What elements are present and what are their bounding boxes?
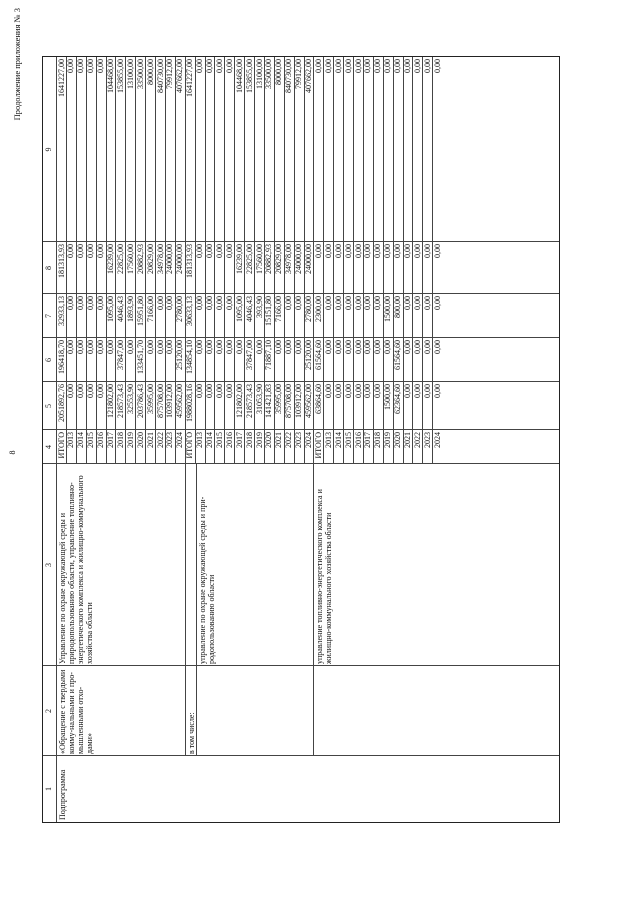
amount-cell: 37847,00 (115, 340, 125, 370)
amount-cell: 0,00 (353, 384, 363, 398)
year-cell: 2021 (145, 432, 155, 448)
amount-cell: 1095,00 (106, 296, 115, 322)
amount-cell: 0,00 (195, 59, 205, 73)
amount-cell: 2051892,76 (56, 384, 66, 422)
amount-cell: 0,00 (76, 59, 86, 73)
amount-cell: 0,00 (343, 244, 353, 258)
amount-cell: 0,00 (76, 384, 86, 398)
amount-cell: 0,00 (96, 296, 106, 310)
amount-cell: 104468,00 (234, 59, 244, 93)
amount-cell: 0,00 (205, 384, 214, 398)
year-cell: ИТОГО (56, 432, 66, 459)
amount-cell: 0,00 (422, 384, 432, 398)
year-cell: 2014 (333, 432, 343, 448)
year-cell: 2018 (373, 432, 383, 448)
amount-cell: 0,00 (422, 296, 432, 310)
amount-cell: 0,00 (323, 59, 333, 73)
amount-cell: 1988028,16 (185, 384, 195, 422)
amount-cell: 875708,00 (284, 384, 294, 418)
column-header-cell: 5 (44, 404, 53, 408)
amount-cell: 0,00 (66, 384, 76, 398)
amount-cell: 0,00 (195, 244, 205, 258)
amount-cell: 800,00 (393, 296, 403, 318)
amount-cell: 133451,70 (135, 340, 145, 374)
amount-cell: 0,00 (403, 244, 412, 258)
amount-cell: 181313,93 (185, 244, 195, 278)
amount-cell: 181313,93 (56, 244, 66, 278)
amount-cell: 0,00 (155, 340, 165, 354)
amount-cell: 0,00 (205, 296, 214, 310)
amount-cell: 0,00 (363, 244, 373, 258)
amount-cell: 13100,00 (125, 59, 135, 89)
year-cell: 2020 (135, 432, 145, 448)
amount-cell: 15951,80 (135, 296, 145, 326)
year-cell: 2022 (155, 432, 165, 448)
amount-cell: 61564,60 (313, 340, 323, 370)
amount-cell: 875708,00 (155, 384, 165, 418)
amount-cell: 0,00 (432, 384, 442, 398)
amount-cell: 0,00 (412, 59, 422, 73)
amount-cell: 0,00 (96, 384, 106, 398)
amount-cell: 0,00 (353, 296, 363, 310)
amount-cell: 121802,00 (234, 384, 244, 418)
amount-cell: 0,00 (383, 244, 393, 258)
amount-cell: 203786,43 (135, 384, 145, 418)
amount-cell: 0,00 (373, 244, 383, 258)
amount-cell: 0,00 (76, 296, 86, 310)
amount-cell: 35995,00 (274, 384, 284, 414)
in-that-number-label: в том числе: (186, 712, 196, 754)
amount-cell: 0,00 (205, 59, 214, 73)
amount-cell: 0,00 (66, 59, 76, 73)
year-cell: 2015 (343, 432, 353, 448)
amount-cell: 0,00 (96, 340, 106, 354)
amount-cell: 63864,60 (313, 384, 323, 414)
amount-cell: 0,00 (313, 59, 323, 73)
amount-cell: 0,00 (125, 340, 135, 354)
amount-cell: 0,00 (214, 384, 224, 398)
amount-cell: 0,00 (224, 59, 234, 73)
amount-cell: 134854,10 (185, 340, 195, 374)
amount-cell: 459562,00 (304, 384, 313, 418)
amount-cell: 0,00 (254, 340, 264, 354)
amount-cell: 7166,00 (274, 296, 284, 322)
amount-cell: 0,00 (363, 340, 373, 354)
amount-cell: 459562,00 (175, 384, 185, 418)
year-cell: 2021 (274, 432, 284, 448)
year-cell: 2016 (96, 432, 106, 448)
year-cell: 2019 (125, 432, 135, 448)
amount-cell: 0,00 (224, 244, 234, 258)
amount-cell: 1893,90 (125, 296, 135, 322)
year-cell: ИТОГО (185, 432, 195, 459)
program-name-cell: «Обращение с твердыми комму-нальными и про-мышленными отхо-дами» (58, 669, 94, 754)
amount-cell: 0,00 (422, 244, 432, 258)
continuation-note: Продолжение приложения № 3 (12, 8, 22, 121)
amount-cell: 0,00 (363, 59, 373, 73)
amount-cell: 16239,00 (106, 244, 115, 274)
amount-cell: 20829,00 (145, 244, 155, 274)
amount-cell: 218573,43 (244, 384, 254, 418)
amount-cell: 0,00 (86, 384, 96, 398)
amount-cell: 4046,43 (244, 296, 254, 322)
amount-cell: 13100,00 (254, 59, 264, 89)
amount-cell: 0,00 (234, 340, 244, 354)
amount-cell: 0,00 (323, 384, 333, 398)
amount-cell: 32933,13 (56, 296, 66, 326)
amount-cell: 17560,00 (125, 244, 135, 274)
amount-cell: 33500,00 (264, 59, 274, 89)
year-cell: 2016 (224, 432, 234, 448)
year-cell: 2013 (323, 432, 333, 448)
amount-cell: 840730,00 (284, 59, 294, 93)
year-cell: 2013 (66, 432, 76, 448)
amount-cell: 141421,83 (264, 384, 274, 418)
year-cell: 2014 (205, 432, 214, 448)
amount-cell: 0,00 (373, 59, 383, 73)
column-header-cell: 3 (44, 563, 53, 567)
column-header-cell: 8 (44, 266, 53, 270)
year-cell: 2024 (304, 432, 313, 448)
amount-cell: 0,00 (274, 340, 284, 354)
amount-cell: 0,00 (195, 296, 205, 310)
amount-cell: 0,00 (76, 340, 86, 354)
amount-cell: 24000,00 (175, 244, 185, 274)
amount-cell: 0,00 (313, 244, 323, 258)
amount-cell: 0,00 (393, 244, 403, 258)
amount-cell: 0,00 (86, 59, 96, 73)
column-header-cell: 9 (44, 147, 53, 152)
amount-cell: 0,00 (333, 59, 343, 73)
amount-cell: 8000,00 (274, 59, 284, 85)
amount-cell: 0,00 (432, 59, 442, 73)
amount-cell: 153855,00 (244, 59, 254, 93)
amount-cell: 25120,00 (304, 340, 313, 370)
amount-cell: 0,00 (422, 340, 432, 354)
amount-cell: 0,00 (224, 296, 234, 310)
amount-cell: 153855,00 (115, 59, 125, 93)
amount-cell: 0,00 (343, 340, 353, 354)
amount-cell: 1500,00 (383, 296, 393, 322)
amount-cell: 0,00 (66, 296, 76, 310)
amount-cell: 0,00 (86, 244, 96, 258)
amount-cell: 0,00 (412, 384, 422, 398)
amount-cell: 196418,70 (56, 340, 66, 374)
amount-cell: 79912,00 (294, 59, 304, 89)
amount-cell: 0,00 (353, 59, 363, 73)
amount-cell: 0,00 (96, 59, 106, 73)
amount-cell: 0,00 (333, 384, 343, 398)
amount-cell: 0,00 (214, 244, 224, 258)
amount-cell: 104468,00 (106, 59, 115, 93)
year-cell: 2020 (264, 432, 274, 448)
amount-cell: 393,90 (254, 296, 264, 318)
amount-cell: 30633,13 (185, 296, 195, 326)
amount-cell: 1095,00 (234, 296, 244, 322)
amount-cell: 0,00 (195, 340, 205, 354)
year-cell: 2023 (165, 432, 175, 448)
year-cell: 2020 (393, 432, 403, 448)
amount-cell: 62364,60 (393, 384, 403, 414)
amount-cell: 0,00 (323, 244, 333, 258)
amount-cell: 1641227,00 (56, 59, 66, 97)
amount-cell: 0,00 (353, 340, 363, 354)
amount-cell: 31053,90 (254, 384, 264, 414)
year-cell: 2017 (363, 432, 373, 448)
amount-cell: 22825,00 (115, 244, 125, 274)
column-header-cell: 4 (44, 445, 53, 449)
year-cell: 2015 (86, 432, 96, 448)
amount-cell: 71887,10 (264, 340, 274, 370)
year-cell: 2024 (432, 432, 442, 448)
column-divider (43, 665, 559, 666)
year-cell: 2019 (383, 432, 393, 448)
amount-cell: 35995,00 (145, 384, 155, 414)
amount-cell: 20882,93 (135, 244, 145, 274)
executor-cell: управление по охране окружающей среды и при-родопользованию области (197, 496, 216, 664)
amount-cell: 2300,00 (313, 296, 323, 322)
amount-cell: 79912,00 (165, 59, 175, 89)
amount-cell: 0,00 (165, 296, 175, 310)
amount-cell: 0,00 (86, 296, 96, 310)
amount-cell: 0,00 (145, 340, 155, 354)
amount-cell: 0,00 (195, 384, 205, 398)
amount-cell: 34978,00 (284, 244, 294, 274)
amount-cell: 2780,00 (304, 296, 313, 322)
amount-cell: 0,00 (66, 244, 76, 258)
year-cell: ИТОГО (313, 432, 323, 459)
amount-cell: 1641227,00 (185, 59, 195, 97)
amount-cell: 20882,93 (264, 244, 274, 274)
amount-cell: 0,00 (205, 340, 214, 354)
amount-cell: 24000,00 (165, 244, 175, 274)
amount-cell: 24000,00 (294, 244, 304, 274)
column-header-cell: 7 (44, 314, 53, 318)
year-cell: 2019 (254, 432, 264, 448)
year-cell: 2021 (403, 432, 412, 448)
amount-cell: 0,00 (412, 340, 422, 354)
amount-cell: 218573,43 (115, 384, 125, 418)
amount-cell: 0,00 (373, 296, 383, 310)
amount-cell: 0,00 (383, 340, 393, 354)
amount-cell: 121802,00 (106, 384, 115, 418)
year-cell: 2022 (412, 432, 422, 448)
amount-cell: 0,00 (343, 296, 353, 310)
amount-cell: 0,00 (343, 59, 353, 73)
amount-cell: 7166,00 (145, 296, 155, 322)
amount-cell: 0,00 (373, 384, 383, 398)
amount-cell: 37847,00 (244, 340, 254, 370)
amount-cell: 0,00 (363, 296, 373, 310)
amount-cell: 22825,00 (244, 244, 254, 274)
amount-cell: 0,00 (333, 340, 343, 354)
column-divider (43, 755, 559, 756)
executor-cell: Управление по охране окружающей среды и природопользованию области, управление топливно-энергетического комплекса и жилищно-коммунального хозяйства области (58, 475, 94, 664)
year-cell: 2014 (76, 432, 86, 448)
amount-cell: 0,00 (323, 340, 333, 354)
amount-cell: 0,00 (363, 384, 373, 398)
amount-cell: 4046,43 (115, 296, 125, 322)
amount-cell: 8000,00 (145, 59, 155, 85)
amount-cell: 0,00 (383, 59, 393, 73)
amount-cell: 33500,00 (135, 59, 145, 89)
amount-cell: 0,00 (393, 59, 403, 73)
amount-cell: 24000,00 (304, 244, 313, 274)
year-cell: 2023 (422, 432, 432, 448)
column-header-cell: 2 (44, 709, 53, 713)
amount-cell: 2780,00 (175, 296, 185, 322)
amount-cell: 0,00 (224, 340, 234, 354)
amount-cell: 0,00 (353, 244, 363, 258)
column-header-cell: 1 (44, 787, 53, 791)
amount-cell: 34978,00 (155, 244, 165, 274)
amount-cell: 0,00 (214, 296, 224, 310)
amount-cell: 0,00 (214, 59, 224, 73)
amount-cell: 0,00 (76, 244, 86, 258)
amount-cell: 0,00 (403, 340, 412, 354)
amount-cell: 407662,00 (175, 59, 185, 93)
amount-cell: 0,00 (403, 384, 412, 398)
page-number: 8 (8, 450, 17, 455)
amount-cell: 0,00 (205, 244, 214, 258)
amount-cell: 16239,00 (234, 244, 244, 274)
year-cell: 2013 (195, 432, 205, 448)
amount-cell: 0,00 (373, 340, 383, 354)
amount-cell: 20829,00 (274, 244, 284, 274)
amount-cell: 0,00 (294, 296, 304, 310)
amount-cell: 840730,00 (155, 59, 165, 93)
amount-cell: 0,00 (422, 59, 432, 73)
program-type-cell: Подпрограмма (58, 769, 67, 820)
year-cell: 2024 (175, 432, 185, 448)
amount-cell: 407662,00 (304, 59, 313, 93)
amount-cell: 25120,00 (175, 340, 185, 370)
amount-cell: 15151,80 (264, 296, 274, 326)
year-cell: 2023 (294, 432, 304, 448)
amount-cell: 0,00 (432, 244, 442, 258)
year-cell: 2018 (244, 432, 254, 448)
amount-cell: 0,00 (412, 244, 422, 258)
amount-cell: 32553,90 (125, 384, 135, 414)
amount-cell: 0,00 (284, 296, 294, 310)
amount-cell: 61564,60 (393, 340, 403, 370)
year-cell: 2017 (106, 432, 115, 448)
year-cell: 2018 (115, 432, 125, 448)
amount-cell: 0,00 (432, 296, 442, 310)
amount-cell: 0,00 (432, 340, 442, 354)
year-cell: 2017 (234, 432, 244, 448)
column-header-cell: 6 (44, 358, 53, 362)
year-cell: 2022 (284, 432, 294, 448)
amount-cell: 0,00 (343, 384, 353, 398)
amount-cell: 0,00 (294, 340, 304, 354)
amount-cell: 0,00 (333, 244, 343, 258)
amount-cell: 0,00 (284, 340, 294, 354)
amount-cell: 103912,00 (165, 384, 175, 418)
amount-cell: 0,00 (403, 296, 412, 310)
amount-cell: 0,00 (86, 340, 96, 354)
year-cell: 2016 (353, 432, 363, 448)
amount-cell: 1500,00 (383, 384, 393, 410)
amount-cell: 0,00 (333, 296, 343, 310)
amount-cell: 0,00 (403, 59, 412, 73)
amount-cell: 0,00 (224, 384, 234, 398)
amount-cell: 0,00 (165, 340, 175, 354)
amount-cell: 17560,00 (254, 244, 264, 274)
amount-cell: 103912,00 (294, 384, 304, 418)
amount-cell: 0,00 (412, 296, 422, 310)
amount-cell: 0,00 (106, 340, 115, 354)
amount-cell: 0,00 (96, 244, 106, 258)
amount-cell: 0,00 (214, 340, 224, 354)
budget-table (42, 56, 560, 823)
amount-cell: 0,00 (66, 340, 76, 354)
year-cell: 2015 (214, 432, 224, 448)
executor-cell: управление топливно-энергетического комплекса и жилищно-коммунального хозяйства области (315, 489, 334, 664)
amount-cell: 0,00 (323, 296, 333, 310)
amount-cell: 0,00 (155, 296, 165, 310)
